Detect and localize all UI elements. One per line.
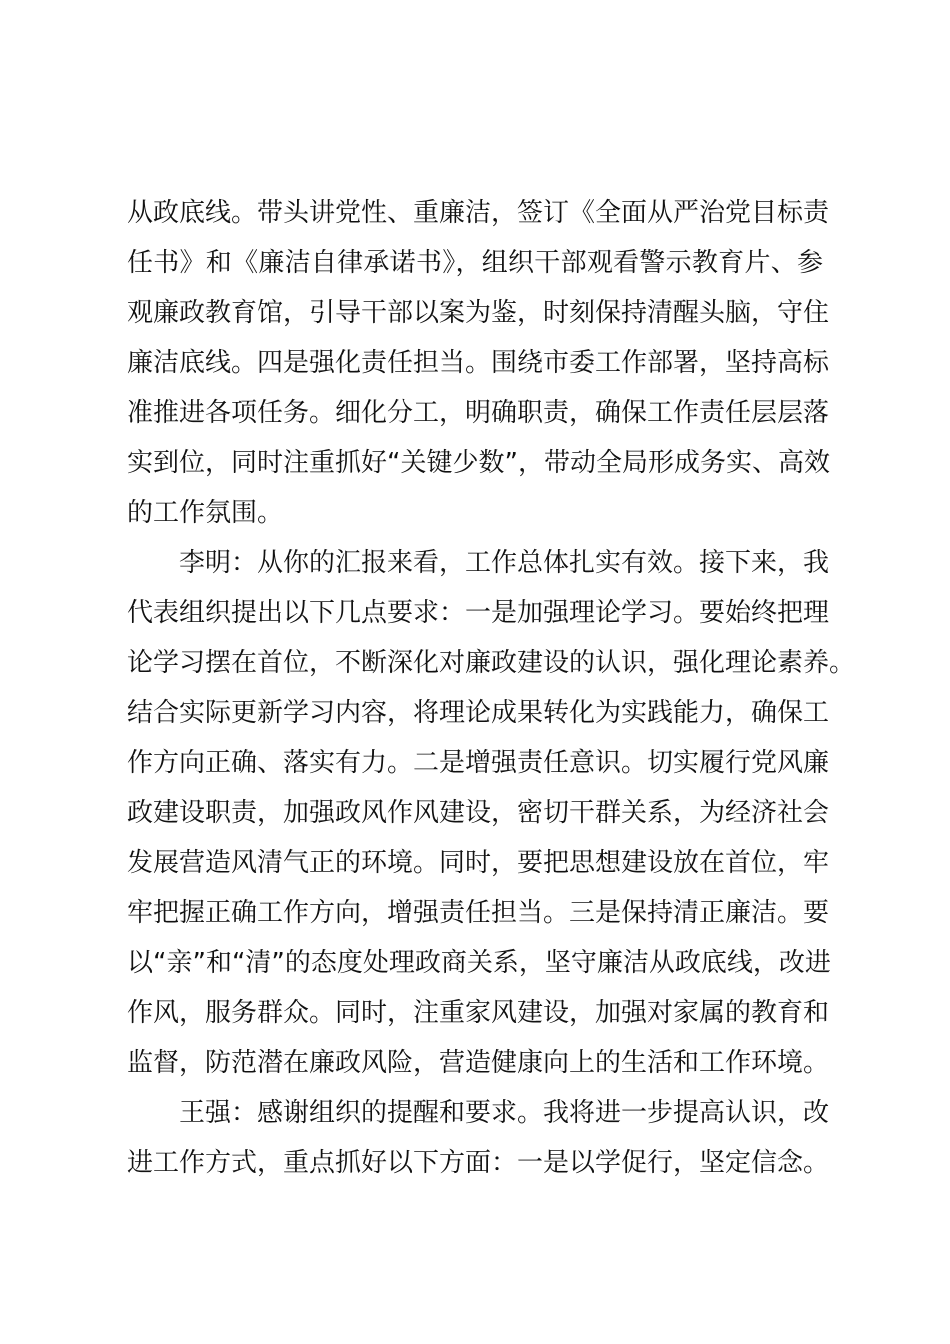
text-line: 牢把握正确工作方向，增强责任担当。三是保持清正廉洁。要: [127, 898, 830, 928]
document-body: [127, 195, 856, 1195]
paragraph-start-li-ming: 李明：从你的汇报来看，工作总体扎实有效。接下来，我: [179, 548, 830, 578]
text-line: 代表组织提出以下几点要求：一是加强理论学习。要始终把理: [127, 598, 830, 628]
text-line: 论学习摆在首位，不断深化对廉政建设的认识，强化理论素养。: [127, 648, 856, 678]
text-line: 政建设职责，加强政风作风建设，密切干群关系，为经济社会: [127, 798, 830, 828]
text-line: 进工作方式，重点抓好以下方面：一是以学促行，坚定信念。: [127, 1148, 830, 1178]
text-line: 廉洁底线。四是强化责任担当。围绕市委工作部署，坚持高标: [127, 348, 830, 378]
text-line: 的工作氛围。: [127, 498, 284, 528]
text-line: 监督，防范潜在廉政风险，营造健康向上的生活和工作环境。: [127, 1048, 830, 1078]
paragraph-start-wang-qiang: 王强：感谢组织的提醒和要求。我将进一步提高认识，改: [179, 1098, 830, 1128]
text-line: 实到位，同时注重抓好“关键少数”，带动全局形成务实、高效: [127, 448, 830, 478]
text-line: 准推进各项任务。细化分工，明确职责，确保工作责任层层落: [127, 398, 830, 428]
text-line: 作方向正确、落实有力。二是增强责任意识。切实履行党风廉: [127, 748, 830, 778]
text-line: 结合实际更新学习内容，将理论成果转化为实践能力，确保工: [127, 698, 830, 728]
text-line: 任书》和《廉洁自律承诺书》，组织干部观看警示教育片、参: [127, 248, 823, 278]
text-line: 从政底线。带头讲党性、重廉洁，签订《全面从严治党目标责: [127, 198, 830, 228]
text-line: 观廉政教育馆，引导干部以案为鉴，时刻保持清醒头脑，守住: [127, 298, 830, 328]
text-line: 发展营造风清气正的环境。同时，要把思想建设放在首位，牢: [127, 848, 830, 878]
text-line: 以“亲”和“清”的态度处理政商关系，坚守廉洁从政底线，改进: [127, 948, 831, 978]
text-line: 作风，服务群众。同时，注重家风建设，加强对家属的教育和: [127, 998, 830, 1028]
